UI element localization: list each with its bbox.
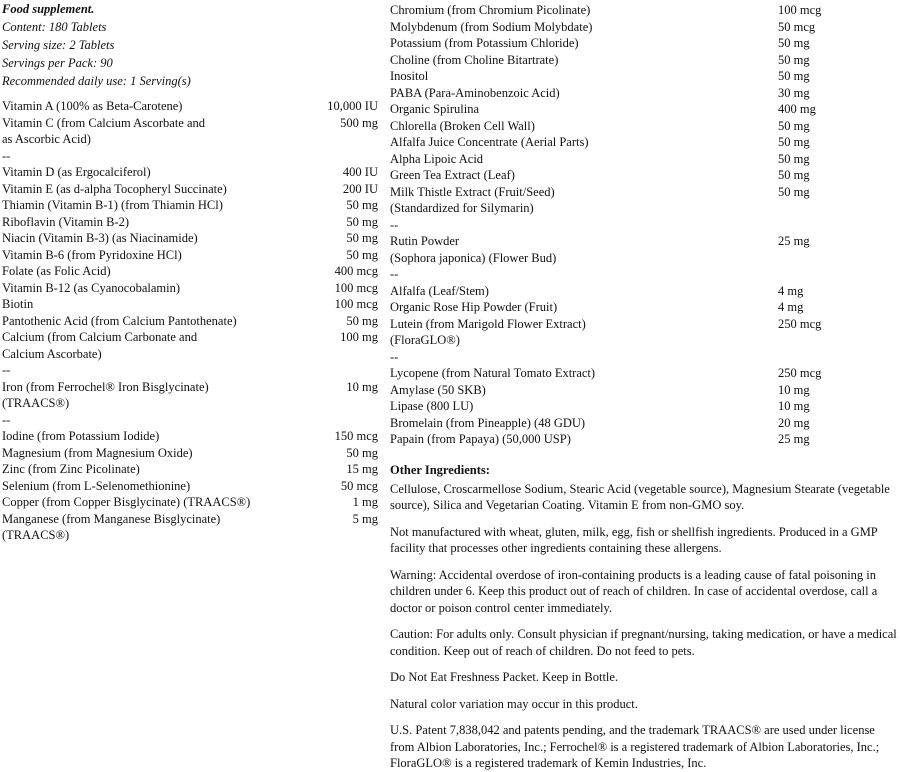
nutrient-row bbox=[388, 415, 900, 432]
nutrient-row bbox=[0, 313, 380, 330]
nutrient-amount: 15 mg bbox=[346, 462, 378, 476]
nutrient-row bbox=[388, 266, 900, 283]
other-ingredients-heading: Other Ingredients: bbox=[390, 462, 490, 477]
nutrient-row bbox=[0, 280, 380, 297]
nutrient-name: -- bbox=[390, 217, 399, 232]
right-nutrient-table bbox=[388, 2, 900, 448]
nutrient-name: (TRAACS®) bbox=[2, 396, 70, 410]
nutrient-amount bbox=[772, 349, 900, 366]
nutrient-row bbox=[388, 283, 900, 300]
nutrient-row bbox=[0, 296, 380, 313]
nutrient-name: Manganese (from Manganese Bisglycinate) bbox=[2, 511, 221, 526]
nutrient-amount bbox=[306, 362, 380, 379]
nutrient-name: Magnesium (from Magnesium Oxide) bbox=[2, 445, 193, 460]
nutrient-amount: 50 mg bbox=[346, 231, 378, 245]
nutrient-row bbox=[0, 247, 380, 264]
nutrient-name: Vitamin B-12 (as Cyanocobalamin) bbox=[2, 280, 181, 295]
nutrient-name: Choline (from Choline Bitartrate) bbox=[390, 52, 559, 67]
nutrient-amount: 100 mcg bbox=[334, 297, 378, 311]
nutrient-row bbox=[0, 164, 380, 181]
nutrient-row bbox=[0, 461, 380, 478]
nutrient-row bbox=[0, 511, 380, 528]
nutrient-name: PABA (Para-Aminobenzoic Acid) bbox=[390, 85, 560, 100]
nutrient-amount: 50 mg bbox=[778, 135, 810, 149]
nutrient-row bbox=[0, 527, 380, 544]
nutrient-name: -- bbox=[2, 412, 11, 427]
nutrient-row bbox=[0, 263, 380, 280]
nutrient-name: -- bbox=[2, 148, 11, 163]
nutrient-row bbox=[388, 151, 900, 168]
nutrient-row bbox=[388, 365, 900, 382]
nutrient-name: Zinc (from Zinc Picolinate) bbox=[2, 462, 140, 476]
nutrient-name: Biotin bbox=[2, 297, 34, 311]
legal-paragraph: Cellulose, Croscarmellose Sodium, Stearic Acid (vegetable source), Magnesium Stearate (vegetable source), Silica and Vegetarian Coating. Vitamin E from non-GMO soy. bbox=[390, 481, 890, 512]
nutrient-row bbox=[0, 148, 380, 165]
nutrient-row bbox=[388, 217, 900, 234]
nutrient-row bbox=[0, 98, 380, 115]
legal-paragraph: Natural color variation may occur in this product. bbox=[390, 696, 638, 711]
nutrient-row bbox=[0, 214, 380, 231]
recommended-daily-use-line: Recommended daily use: 1 Serving(s) bbox=[2, 74, 191, 88]
nutrient-amount bbox=[306, 527, 380, 544]
nutrient-amount: 50 mg bbox=[778, 168, 810, 182]
nutrient-row bbox=[388, 299, 900, 316]
nutrient-amount: 50 mcg bbox=[778, 19, 816, 34]
nutrient-name: Vitamin E (as d-alpha Tocopheryl Succinate) bbox=[2, 181, 227, 196]
nutrient-name: Papain (from Papaya) (50,000 USP) bbox=[390, 432, 571, 446]
nutrient-row bbox=[0, 131, 380, 148]
nutrient-name: Organic Spirulina bbox=[390, 102, 479, 116]
nutrient-row bbox=[0, 494, 380, 511]
nutrient-name: Vitamin D (as Ergocalciferol) bbox=[2, 165, 151, 179]
nutrient-row bbox=[0, 197, 380, 214]
nutrient-name: (Standardized for Silymarin) bbox=[390, 201, 534, 215]
nutrient-row bbox=[388, 19, 900, 36]
nutrient-amount: 50 mg bbox=[778, 36, 810, 50]
nutrient-amount: 400 IU bbox=[342, 165, 378, 179]
nutrient-row bbox=[388, 382, 900, 399]
nutrient-amount: 50 mg bbox=[778, 52, 810, 67]
nutrient-name: Pantothenic Acid (from Calcium Pantothenate) bbox=[2, 313, 237, 328]
food-supplement-title: Food supplement. bbox=[2, 2, 95, 16]
legal-paragraph: Not manufactured with wheat, gluten, milk, egg, fish or shellfish ingredients. Produced in a GMP facility that processes other ingredients containing these allergens. bbox=[390, 524, 878, 555]
nutrient-row bbox=[388, 52, 900, 69]
nutrient-amount bbox=[772, 332, 900, 349]
nutrient-name: Lutein (from Marigold Flower Extract) bbox=[390, 316, 586, 331]
nutrient-row bbox=[388, 2, 900, 19]
nutrient-amount bbox=[306, 395, 380, 412]
nutrient-name: Selenium (from L-Selenomethionine) bbox=[2, 478, 191, 493]
nutrient-name: Milk Thistle Extract (Fruit/Seed) bbox=[390, 184, 555, 199]
nutrient-row bbox=[388, 85, 900, 102]
nutrient-row bbox=[0, 412, 380, 429]
nutrient-name: (FloraGLO®) bbox=[390, 333, 460, 347]
nutrient-name: Alfalfa Juice Concentrate (Aerial Parts) bbox=[390, 135, 589, 149]
nutrient-name: Rutin Powder bbox=[390, 234, 460, 248]
nutrient-row bbox=[0, 362, 380, 379]
nutrient-name: -- bbox=[390, 267, 399, 281]
nutrient-amount: 25 mg bbox=[778, 432, 810, 446]
nutrient-amount: 50 mg bbox=[778, 69, 810, 83]
nutrient-row bbox=[0, 478, 380, 495]
nutrient-amount: 150 mcg bbox=[334, 429, 378, 443]
nutrient-name: Vitamin C (from Calcium Ascorbate and bbox=[2, 115, 206, 130]
nutrient-amount: 1 mg bbox=[352, 495, 378, 509]
nutrient-row bbox=[0, 395, 380, 412]
nutrient-name: Iron (from Ferrochel® Iron Bisglycinate) bbox=[2, 379, 209, 394]
nutrient-amount: 250 mcg bbox=[778, 366, 822, 380]
nutrient-row bbox=[388, 398, 900, 415]
nutrient-row bbox=[388, 167, 900, 184]
legal-paragraph: Warning: Accidental overdose of iron-containing products is a leading cause of fatal poisoning in children under 6. Keep this product out of reach of children. In case of accidental overdose, call a doctor or poison control center immediately. bbox=[390, 567, 878, 615]
nutrient-row bbox=[388, 184, 900, 201]
nutrient-name: Calcium Ascorbate) bbox=[2, 346, 102, 361]
nutrient-row bbox=[0, 181, 380, 198]
nutrient-amount: 5 mg bbox=[352, 511, 378, 526]
nutrient-name: (TRAACS®) bbox=[2, 528, 70, 542]
nutrient-amount bbox=[772, 217, 900, 234]
legal-paragraph: Caution: For adults only. Consult physician if pregnant/nursing, taking medication, or have a medical condition. Keep out of reach of children. Do not feed to pets. bbox=[390, 627, 897, 658]
nutrient-name: as Ascorbic Acid) bbox=[2, 132, 91, 146]
content-line: Content: 180 Tablets bbox=[2, 20, 107, 34]
nutrient-amount: 20 mg bbox=[778, 415, 810, 430]
nutrient-row bbox=[388, 35, 900, 52]
nutrient-name: Iodine (from Potassium Iodide) bbox=[2, 429, 160, 443]
nutrient-amount: 10 mg bbox=[778, 399, 810, 413]
nutrient-amount bbox=[772, 250, 900, 267]
nutrient-amount: 100 mcg bbox=[778, 3, 822, 17]
nutrient-row bbox=[388, 349, 900, 366]
nutrient-name: Amylase (50 SKB) bbox=[390, 382, 486, 397]
nutrient-name: -- bbox=[2, 363, 11, 377]
nutrient-amount bbox=[306, 148, 380, 165]
nutrient-name: -- bbox=[390, 349, 399, 364]
nutrient-row bbox=[0, 346, 380, 363]
nutrient-amount: 50 mg bbox=[346, 198, 378, 212]
legal-paragraph: Do Not Eat Freshness Packet. Keep in Bottle. bbox=[390, 670, 619, 684]
nutrient-amount: 30 mg bbox=[778, 85, 810, 100]
nutrient-name: Alpha Lipoic Acid bbox=[390, 151, 484, 166]
nutrient-name: (Sophora japonica) (Flower Bud) bbox=[390, 250, 557, 265]
nutrient-row bbox=[0, 428, 380, 445]
nutrient-amount: 50 mg bbox=[346, 214, 378, 229]
nutrient-amount: 10 mg bbox=[778, 382, 810, 397]
nutrient-name: Chromium (from Chromium Picolinate) bbox=[390, 3, 591, 17]
nutrient-amount: 250 mcg bbox=[778, 316, 822, 331]
nutrient-row bbox=[388, 250, 900, 267]
nutrient-name: Alfalfa (Leaf/Stem) bbox=[390, 283, 489, 298]
nutrient-name: Lipase (800 LU) bbox=[390, 399, 474, 413]
nutrient-amount: 50 mg bbox=[778, 118, 810, 133]
nutrient-row bbox=[388, 134, 900, 151]
nutrient-name: Copper (from Copper Bisglycinate) (TRAACS®) bbox=[2, 495, 251, 509]
nutrient-row bbox=[388, 332, 900, 349]
nutrient-amount: 25 mg bbox=[778, 234, 810, 248]
nutrient-name: Riboflavin (Vitamin B-2) bbox=[2, 214, 130, 229]
nutrient-amount bbox=[306, 346, 380, 363]
nutrient-name: Bromelain (from Pineapple) (48 GDU) bbox=[390, 415, 586, 430]
servings-per-pack-line: Servings per Pack: 90 bbox=[2, 56, 113, 70]
nutrient-amount bbox=[306, 412, 380, 429]
nutrient-row bbox=[0, 230, 380, 247]
legal-paragraphs bbox=[388, 481, 900, 772]
nutrient-amount: 50 mg bbox=[778, 151, 810, 166]
nutrient-amount: 100 mg bbox=[340, 330, 378, 344]
nutrient-amount: 50 mcg bbox=[340, 478, 378, 493]
nutrient-amount: 50 mg bbox=[778, 184, 810, 199]
nutrient-amount bbox=[772, 266, 900, 283]
nutrient-amount: 10 mg bbox=[346, 379, 378, 394]
nutrient-row bbox=[0, 379, 380, 396]
serving-size-line: Serving size: 2 Tablets bbox=[2, 38, 115, 52]
nutrient-amount: 500 mg bbox=[340, 115, 378, 130]
nutrient-name: Potassium (from Potassium Chloride) bbox=[390, 36, 579, 50]
nutrient-name: Folate (as Folic Acid) bbox=[2, 264, 111, 278]
nutrient-name: Organic Rose Hip Powder (Fruit) bbox=[390, 300, 558, 314]
nutrient-amount: 400 mcg bbox=[334, 264, 378, 278]
nutrient-amount: 50 mg bbox=[346, 445, 378, 460]
nutrient-row bbox=[0, 115, 380, 132]
nutrient-row bbox=[388, 431, 900, 448]
nutrient-name: Vitamin B-6 (from Pyridoxine HCl) bbox=[2, 247, 182, 262]
nutrient-amount: 50 mg bbox=[346, 247, 378, 262]
nutrient-name: Niacin (Vitamin B-3) (as Niacinamide) bbox=[2, 231, 198, 245]
left-nutrient-table bbox=[0, 98, 380, 544]
nutrient-name: Inositol bbox=[390, 69, 429, 83]
nutrient-row bbox=[388, 316, 900, 333]
nutrient-amount bbox=[306, 131, 380, 148]
nutrient-name: Calcium (from Calcium Carbonate and bbox=[2, 330, 198, 344]
nutrient-row bbox=[0, 445, 380, 462]
nutrient-name: Chlorella (Broken Cell Wall) bbox=[390, 118, 535, 133]
nutrient-name: Green Tea Extract (Leaf) bbox=[390, 168, 515, 182]
nutrient-name: Molybdenum (from Sodium Molybdate) bbox=[390, 19, 593, 34]
nutrient-name: Thiamin (Vitamin B-1) (from Thiamin HCl) bbox=[2, 198, 223, 212]
left-column bbox=[0, 0, 380, 544]
nutrient-row bbox=[388, 200, 900, 217]
nutrient-amount: 400 mg bbox=[778, 102, 816, 116]
nutrient-row bbox=[388, 118, 900, 135]
nutrient-name: Vitamin A (100% as Beta-Carotene) bbox=[2, 99, 183, 113]
nutrient-amount: 200 IU bbox=[342, 181, 378, 196]
nutrient-row bbox=[0, 329, 380, 346]
nutrient-row bbox=[388, 68, 900, 85]
right-column bbox=[388, 0, 900, 772]
nutrient-amount: 100 mcg bbox=[334, 280, 378, 295]
nutrient-amount bbox=[772, 200, 900, 217]
nutrient-name: Lycopene (from Natural Tomato Extract) bbox=[390, 366, 596, 380]
nutrient-row bbox=[388, 101, 900, 118]
nutrient-amount: 4 mg bbox=[778, 283, 804, 298]
nutrient-amount: 10,000 IU bbox=[327, 99, 378, 113]
legal-paragraph: U.S. Patent 7,838,042 and patents pending, and the trademark TRAACS® are used under license from Albion Laboratories, Inc.; Ferrochel® is a registered trademark of Albion Laboratories, Inc.; FloraGLO® is a registered trademark of Kemin Industries, Inc. bbox=[390, 723, 880, 770]
nutrient-amount: 4 mg bbox=[778, 300, 804, 314]
nutrient-amount: 50 mg bbox=[346, 313, 378, 328]
nutrient-row bbox=[388, 233, 900, 250]
